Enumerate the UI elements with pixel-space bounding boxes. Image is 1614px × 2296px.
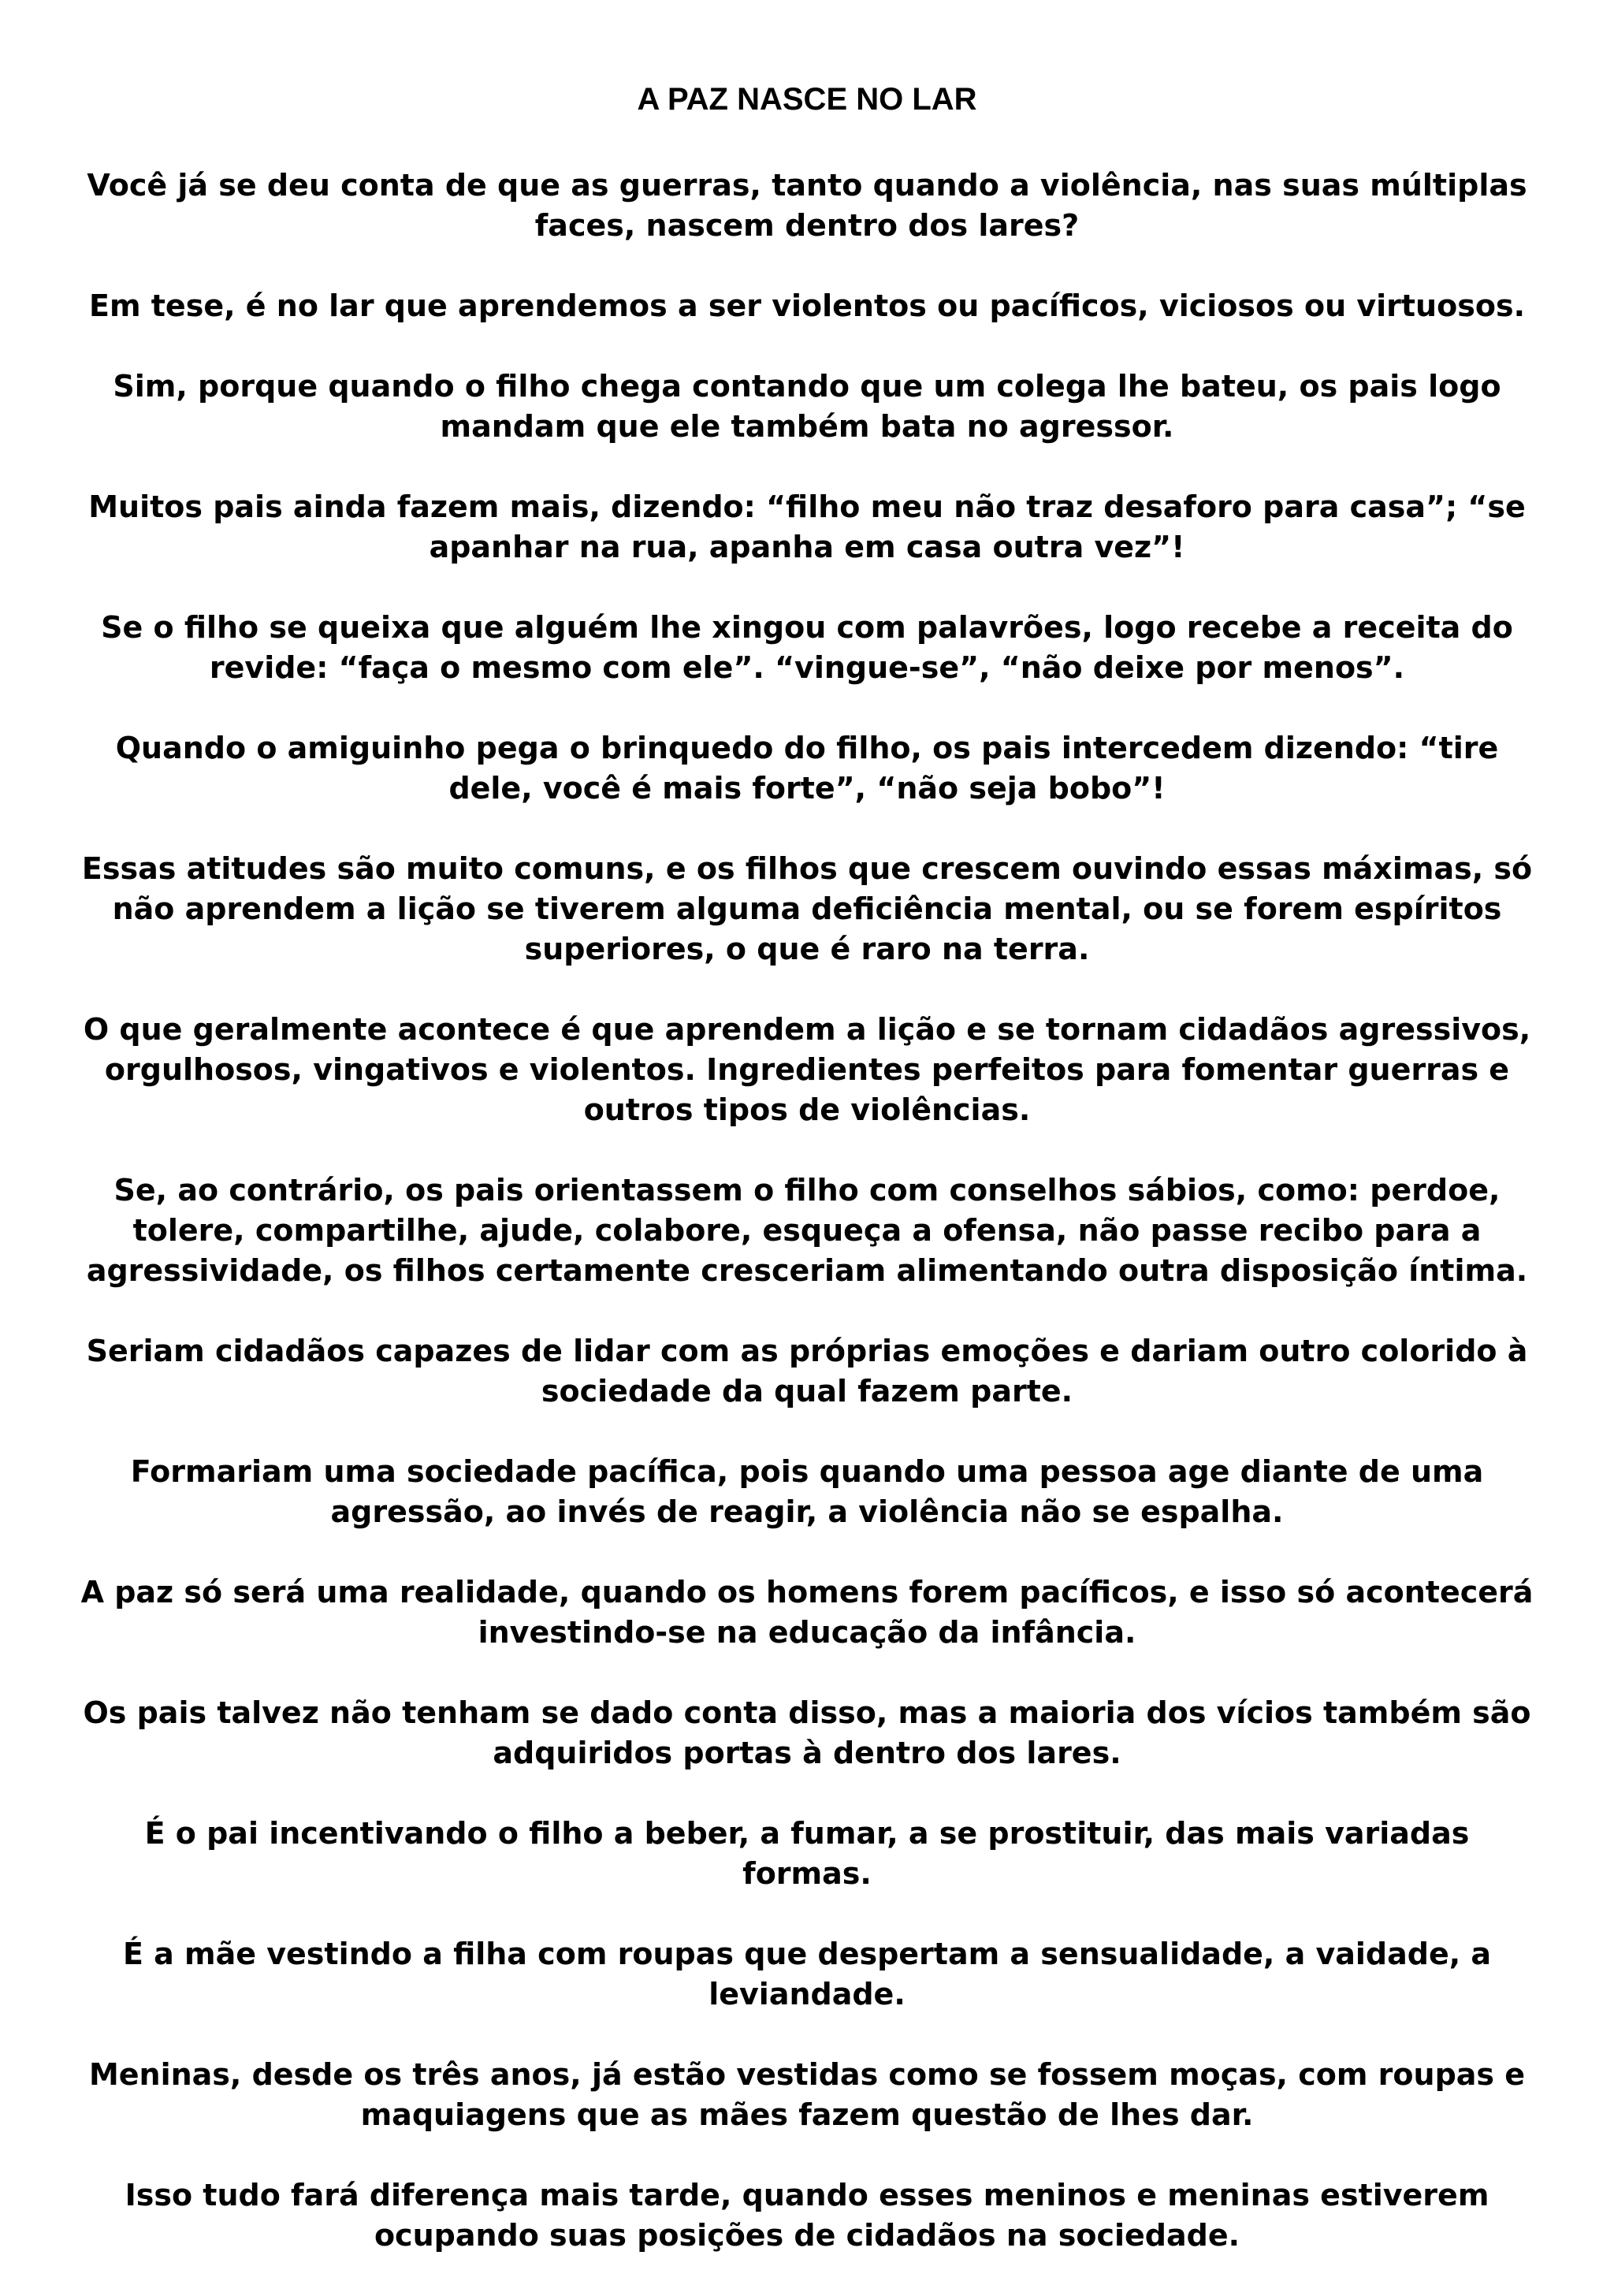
paragraph-15: É a mãe vestindo a filha com roupas que despertam a sensualidade, a vaidade, a leviandade. (122, 1937, 1492, 2011)
paragraph-1: Você já se deu conta de que as guerras, tanto quando a violência, nas suas múltiplas faces, nascem dentro dos lares? (87, 168, 1527, 243)
paragraph-5: Se o filho se queixa que alguém lhe xingou com palavrões, logo recebe a receita do revide: “faça o mesmo com ele”. “vingue-se”, “não deixe por menos”. (101, 610, 1513, 685)
paragraph-13: Os pais talvez não tenham se dado conta disso, mas a maioria dos vícios também são adquiridos portas à dentro dos lares. (83, 1695, 1531, 1770)
paragraph-11: Formariam uma sociedade pacífica, pois quando uma pessoa age diante de uma agressão, ao invés de reagir, a violência não se espalha. (130, 1454, 1484, 1529)
paragraph-3: Sim, porque quando o filho chega contando que um colega lhe bateu, os pais logo mandam que ele também bata no agressor. (113, 369, 1501, 444)
document-body (79, 166, 1535, 2296)
paragraph-2: Em tese, é no lar que aprendemos a ser violentos ou pacíficos, viciosos ou virtuosos. (88, 288, 1525, 323)
paragraph-4: Muitos pais ainda fazem mais, dizendo: “filho meu não traz desaforo para casa”; “se apanhar na rua, apanha em casa outra vez”! (88, 489, 1526, 564)
paragraph-7: Essas atitudes são muito comuns, e os filhos que crescem ouvindo essas máximas, só não aprendem a lição se tiverem alguma deficiência mental, ou se forem espíritos superiores, o que é raro na terra. (81, 851, 1533, 966)
paragraph-6: Quando o amiguinho pega o brinquedo do filho, os pais intercedem dizendo: “tire dele, você é mais forte”, “não seja bobo”! (115, 731, 1499, 806)
paragraph-10: Seriam cidadãos capazes de lidar com as próprias emoções e dariam outro colorido à sociedade da qual fazem parte. (86, 1334, 1528, 1408)
paragraph-14: É o pai incentivando o filho a beber, a fumar, a se prostituir, das mais variadas formas. (144, 1816, 1470, 1891)
paragraph-9: Se, ao contrário, os pais orientassem o filho com conselhos sábios, como: perdoe, tolere, compartilhe, ajude, colabore, esqueça a ofensa, não passe recibo para a agressividade, os filhos certamente cresceriam alimentando outra disposição íntima. (86, 1173, 1528, 1288)
paragraph-12: A paz só será uma realidade, quando os homens forem pacíficos, e isso só acontecerá investindo-se na educação da infância. (80, 1575, 1534, 1650)
document-title: A PAZ NASCE NO LAR (637, 82, 977, 117)
paragraph-8: O que geralmente acontece é que aprendem a lição e se tornam cidadãos agressivos, orgulhosos, vingativos e violentos. Ingredientes perfeitos para fomentar guerras e outros tipos de violências. (83, 1012, 1531, 1127)
paragraph-16: Meninas, desde os três anos, já estão vestidas como se fossem moças, com roupas e maquiagens que as mães fazem questão de lhes dar. (88, 2057, 1526, 2132)
paragraph-17: Isso tudo fará diferença mais tarde, quando esses meninos e meninas estiverem ocupando suas posições de cidadãos na sociedade. (125, 2178, 1489, 2253)
